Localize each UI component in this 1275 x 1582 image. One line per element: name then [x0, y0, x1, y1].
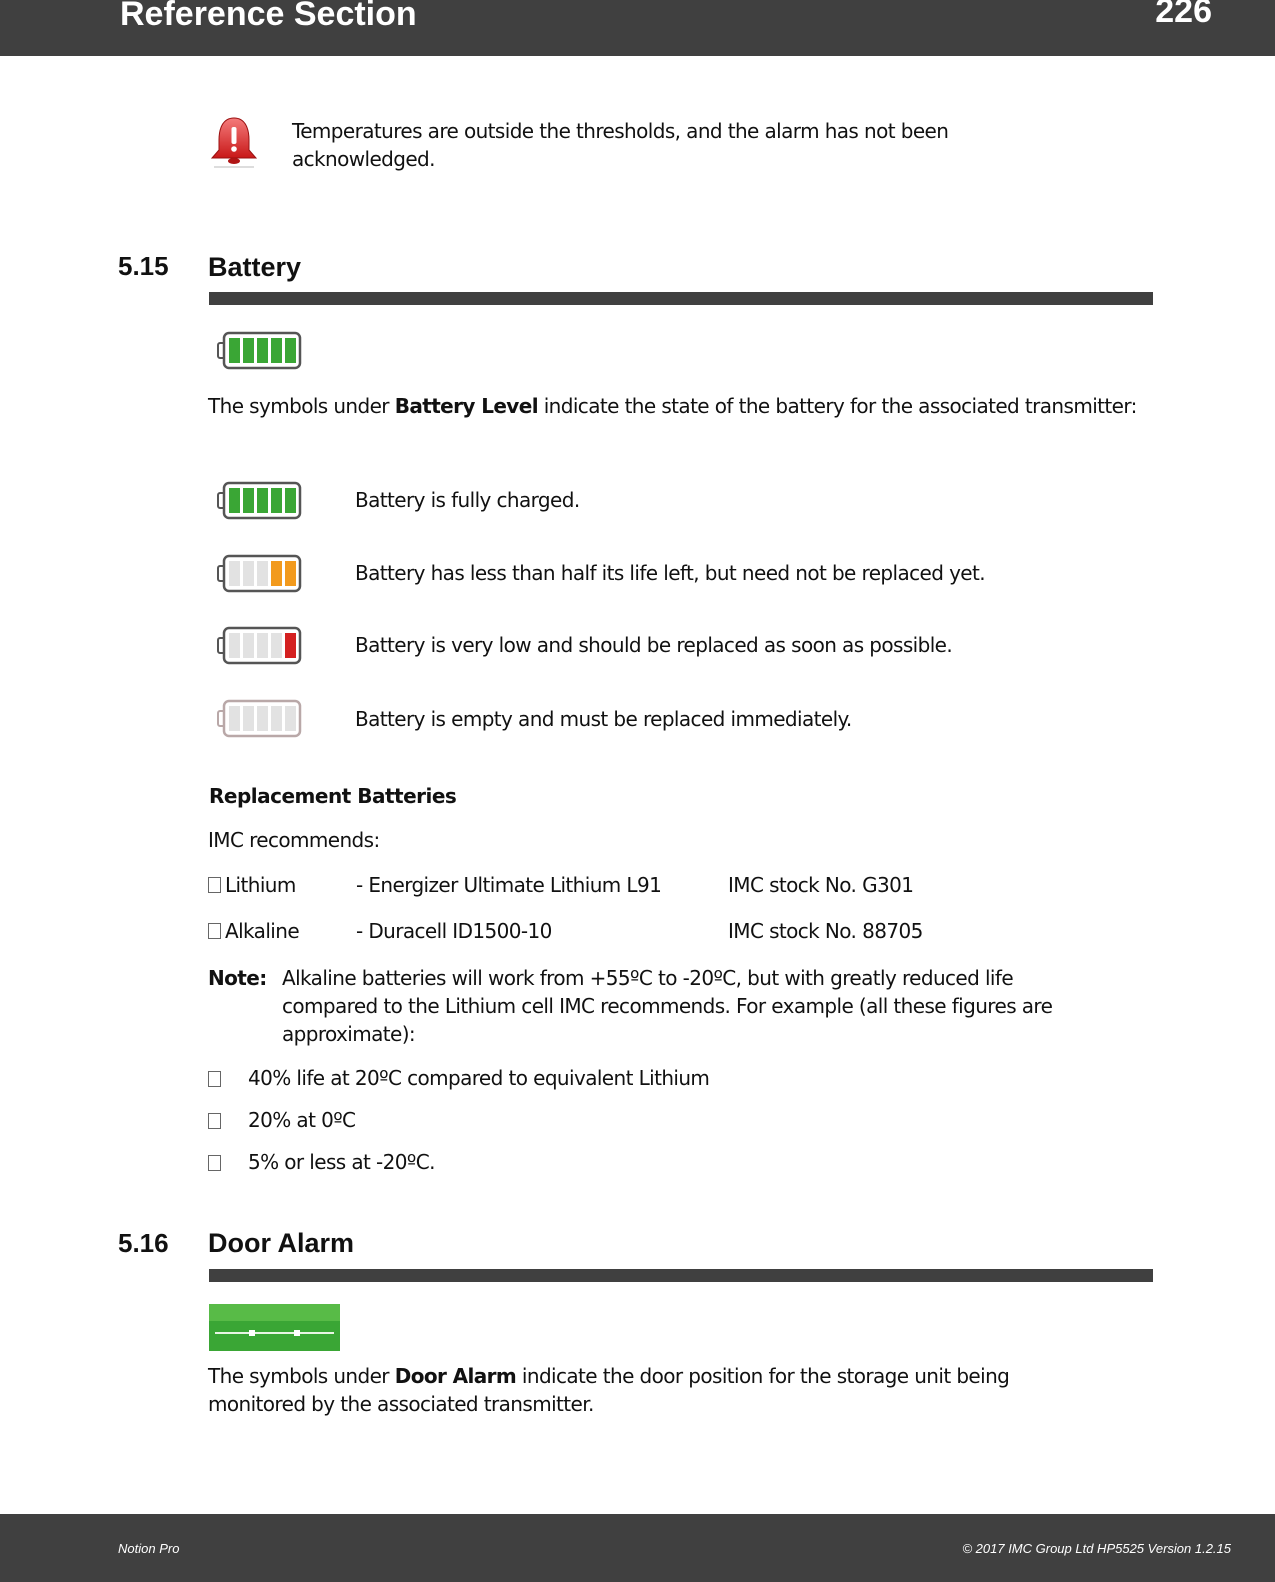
checkbox-icon — [208, 923, 221, 939]
checkbox-icon — [208, 1113, 221, 1129]
replacement-heading: Replacement Batteries — [209, 784, 457, 808]
note-label: Note: — [208, 966, 267, 990]
battery-stock-number: IMC stock No. 88705 — [728, 919, 923, 943]
battery-type: Alkaline — [208, 917, 299, 945]
battery-level-text: Battery has less than half its life left, but need not be replaced yet. — [355, 561, 986, 585]
section-rule — [209, 292, 1153, 305]
battery-empty-icon — [216, 698, 304, 740]
footer-product: Notion Pro — [118, 1541, 180, 1556]
bullet-item: 5% or less at -20ºC. — [248, 1150, 435, 1174]
note-text-line: compared to the Lithium cell IMC recommends. For example (all these figures are — [282, 994, 1053, 1018]
battery-model: - Energizer Ultimate Lithium L91 — [356, 873, 662, 897]
note-text-line: approximate): — [282, 1022, 416, 1046]
battery-intro: The symbols under Battery Level indicate the state of the battery for the associated transmitter: — [208, 394, 1137, 418]
section-title: Door Alarm — [208, 1228, 355, 1258]
bullet-item: 20% at 0ºC — [248, 1108, 356, 1132]
battery-type: Lithium — [208, 871, 296, 899]
page-number: 226 — [1155, 0, 1212, 30]
page-header — [0, 0, 1275, 56]
section-rule — [209, 1269, 1153, 1282]
section-number: 5.16 — [118, 1228, 169, 1258]
battery-level-text: Battery is fully charged. — [355, 488, 580, 512]
battery-low-icon — [216, 625, 304, 667]
footer-copyright: © 2017 IMC Group Ltd HP5525 Version 1.2.15 — [962, 1541, 1231, 1556]
note-text-line: Alkaline batteries will work from +55ºC to -20ºC, but with greatly reduced life — [282, 966, 1014, 990]
checkbox-icon — [208, 877, 221, 893]
battery-full-icon — [216, 330, 304, 372]
header-title: Reference Section — [120, 0, 417, 33]
recommends-text: IMC recommends: — [208, 828, 380, 852]
battery-level-text: Battery is empty and must be replaced immediately. — [355, 707, 852, 731]
checkbox-icon — [208, 1155, 221, 1171]
battery-stock-number: IMC stock No. G301 — [728, 873, 914, 897]
battery-full-icon — [216, 480, 304, 522]
door-closed-icon — [209, 1304, 340, 1351]
checkbox-icon — [208, 1071, 221, 1087]
bullet-item: 40% life at 20ºC compared to equivalent Lithium — [248, 1066, 710, 1090]
section-title: Battery — [208, 252, 302, 282]
page-footer — [0, 1514, 1275, 1582]
door-alarm-description: The symbols under Door Alarm indicate the door position for the storage unit being — [208, 1364, 1010, 1388]
section-number: 5.15 — [118, 251, 169, 281]
battery-half-icon — [216, 553, 304, 595]
battery-model: - Duracell ID1500-10 — [356, 919, 552, 943]
door-alarm-description-line2: monitored by the associated transmitter. — [208, 1392, 594, 1416]
alarm-bell-red-icon — [208, 114, 260, 170]
alarm-description: Temperatures are outside the thresholds, and the alarm has not been acknowledged. — [292, 119, 949, 171]
battery-level-text: Battery is very low and should be replaced as soon as possible. — [355, 633, 953, 657]
